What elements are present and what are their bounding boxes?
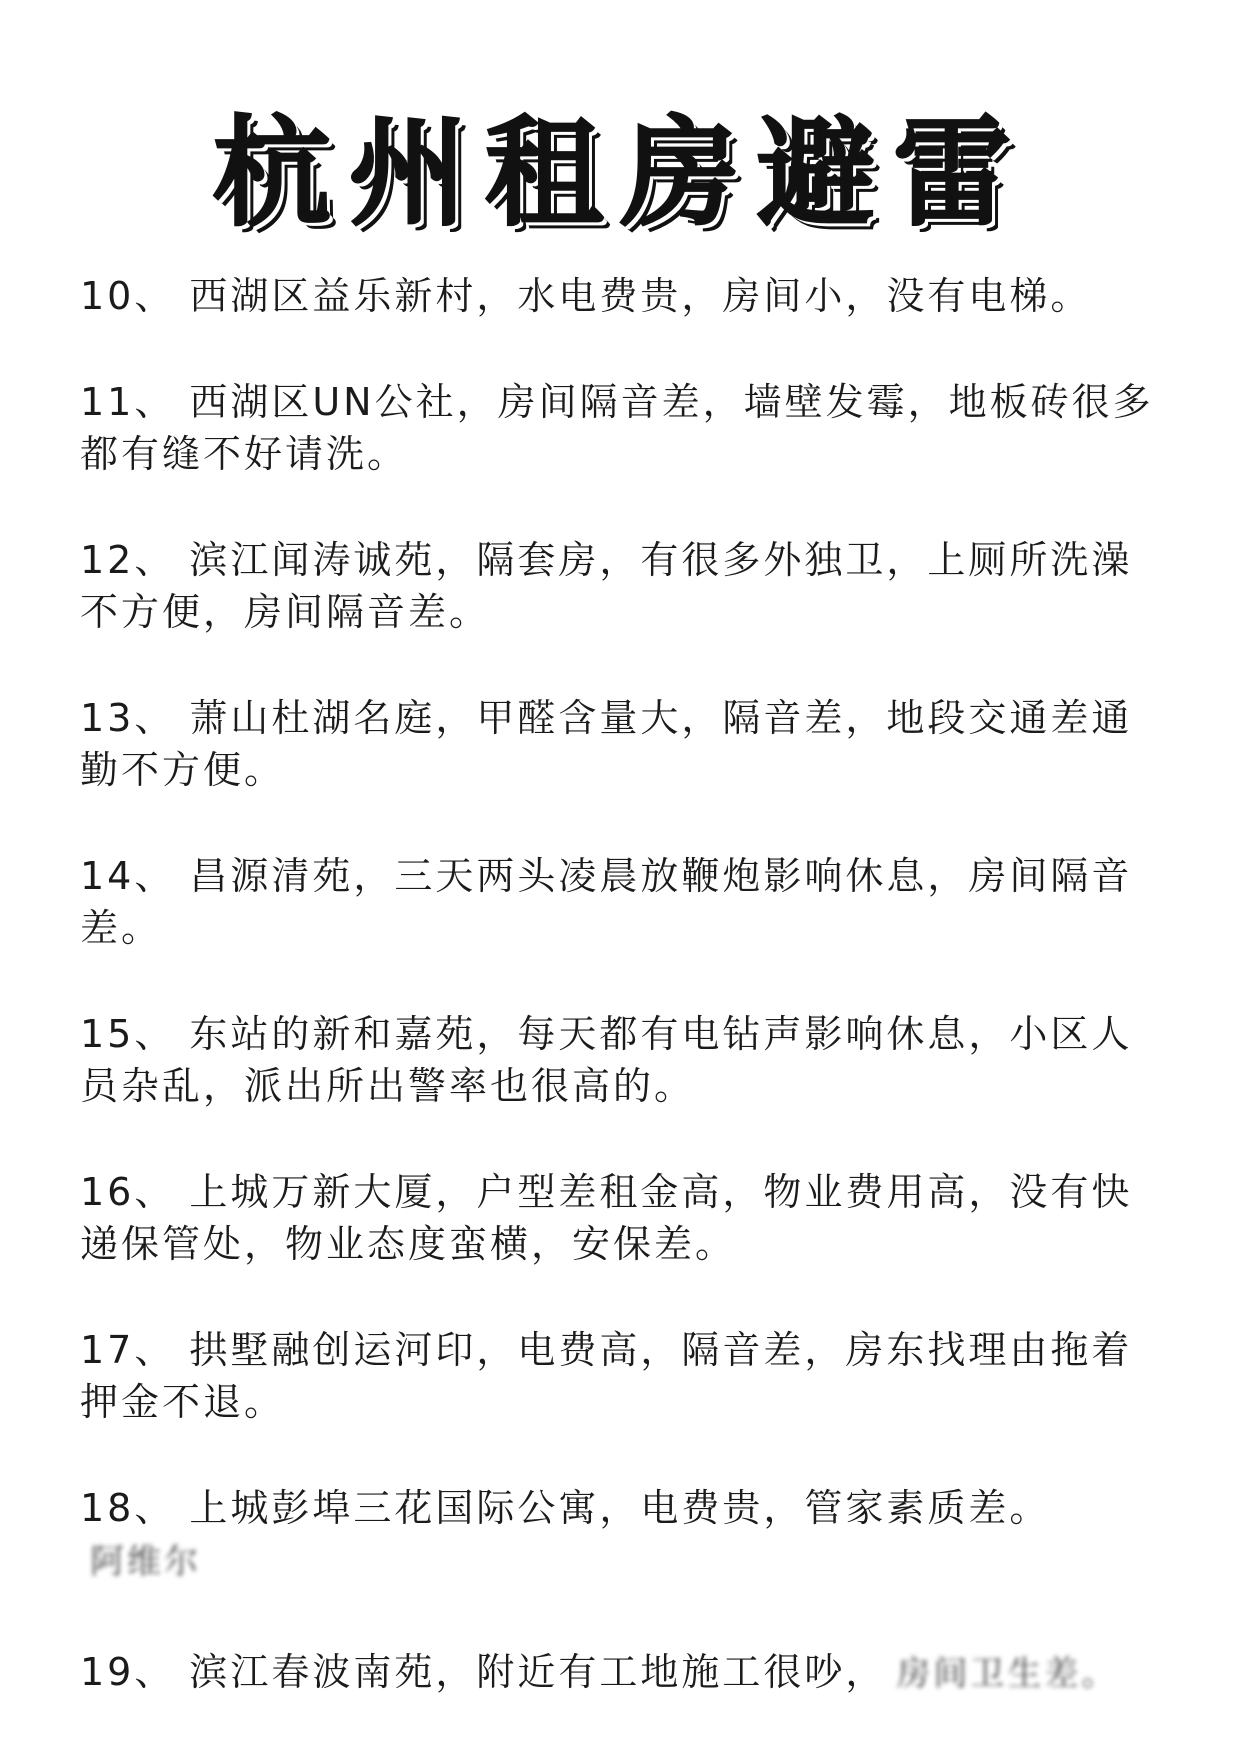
list-item: [80, 1008, 1170, 1112]
item-number: 19、: [80, 1650, 176, 1694]
page-title: 杭州租房避雷: [212, 104, 1029, 242]
list-item: [80, 692, 1170, 796]
item-number: 11、: [80, 380, 176, 424]
item-number: 18、: [80, 1486, 176, 1530]
list-item: [80, 534, 1170, 638]
item-number: 15、: [80, 1012, 176, 1056]
list-item: [80, 1646, 1170, 1700]
item-text: 昌源清苑，三天两头凌晨放鞭炮影响休息，房间隔音差。: [80, 854, 1133, 950]
item-text: 萧山杜湖名庭，甲醛含量大，隔音差，地段交通差通勤不方便。: [80, 696, 1133, 792]
item-number: 14、: [80, 854, 176, 898]
item-text: 东站的新和嘉苑，每天都有电钻声影响休息，小区人员杂乱，派出所出警率也很高的。: [80, 1012, 1133, 1108]
item-number: 16、: [80, 1170, 176, 1214]
item-text: 西湖区益乐新村，水电费贵，房间小，没有电梯。: [189, 274, 1092, 318]
list-item: [80, 376, 1170, 480]
item-number: 12、: [80, 538, 176, 582]
list-item: [80, 1482, 1170, 1588]
blurred-text: 房间卫生差。: [896, 1654, 1119, 1694]
item-text: 拱墅融创运河印，电费高，隔音差，房东找理由拖着押金不退。: [80, 1328, 1133, 1424]
item-text: 上城彭埠三花国际公寓，电费贵，管家素质差。: [189, 1486, 1051, 1530]
item-text: 滨江春波南苑，附近有工地施工很吵，: [189, 1650, 887, 1694]
list-item: [80, 1166, 1170, 1270]
item-text: 西湖区UN公社，房间隔音差，墙壁发霉，地板砖很多都有缝不好请洗。: [80, 380, 1154, 476]
item-text: 滨江闻涛诚苑，隔套房，有很多外独卫，上厕所洗澡不方便，房间隔音差。: [80, 538, 1133, 634]
item-number: 17、: [80, 1328, 176, 1372]
list-item: [80, 1324, 1170, 1428]
blurred-watermark: 阿维尔: [90, 1542, 201, 1582]
complaint-list: [80, 270, 1170, 1758]
list-item: [80, 270, 1170, 322]
item-text: 上城万新大厦，户型差租金高，物业费用高，没有快递保管处，物业态度蛮横，安保差。: [80, 1170, 1133, 1266]
item-number: 13、: [80, 696, 176, 740]
item-number: 10、: [80, 274, 176, 318]
list-item: [80, 850, 1170, 954]
